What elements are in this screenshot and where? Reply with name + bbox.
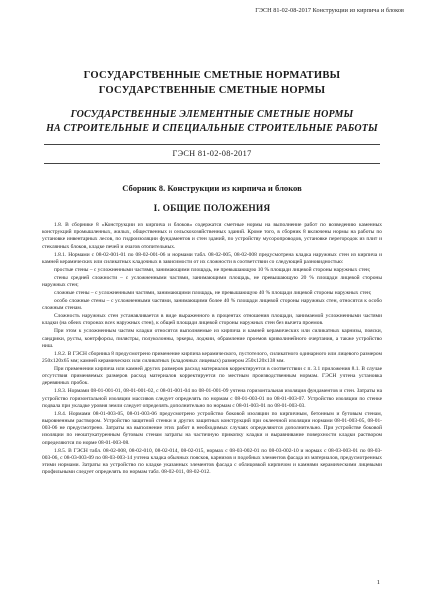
rule-top bbox=[44, 144, 380, 145]
page-number: 1 bbox=[376, 579, 380, 586]
paragraph: При этом к усложненным частям кладки относятся выполняемые из кирпича и камней керамических или силикатных карнизы, пояски, сандрики, русты, контрфорсы, пилястры, полуколонны, эркеры, лоджии, обрамление проемов криволинейного очертания, а также устройство ниш. bbox=[42, 328, 382, 349]
collection-title: Сборник 8. Конструкции из кирпича и блоков bbox=[122, 183, 302, 193]
title-line-2: ГОСУДАРСТВЕННЫЕ СМЕТНЫЕ НОРМЫ bbox=[98, 85, 326, 96]
paragraph: простые стены – с усложненными частями, занимающими площадь, не превышающую 10 % площади лицевой стороны наружных стен; bbox=[54, 266, 371, 273]
paragraph: сложные стены – с усложненными частями, занимающими площадь, не превышающую 40 % площади лицевой стороны наружных стен; bbox=[54, 290, 372, 297]
paragraph: 1.8.5. В ГЭСН табл. 08-02-008, 08-02-010, 08-02-014, 08-02-015, нормах с 08-03-002-01 по 08-03-002-10 и нормах с 08-03-003-01 по 08-03-003-06, с 08-03-003-09 по 08-03-003-14 учтена кладка обычных поясков, карнизов и подобных элементов фасада из материалов, предусмотренных этими нормами. Затраты на устройство по кладке указанных элементов фасада с облицовкой кирпичом и камнями керамическими лицевыми профильными следует определять по нормам табл. 08-02-011, 08-02-012. bbox=[42, 447, 382, 476]
body-text bbox=[42, 222, 382, 477]
paragraph: 1.8.3. Нормами 08-01-001-01, 08-01-001-02, с 08-01-001-04 по 08-01-001-09 учтена горизонтальная изоляция фундаментов и стен. Затраты на устройство горизонтальной изоляции массивов следует определять по нормам с 08-01-003-01 по 08-01-003-07. Устройство изоляции по стенке подвала при укладке уровня земли следует определять дополнительно по нормам с 08-01-003-01 по 08-01-003-03. bbox=[42, 388, 382, 409]
paragraph: особо сложные стены – с усложненными частями, занимающими более 40 % площади лицевой стороны наружных стен, относятся к особо сложным стенам. bbox=[42, 298, 382, 312]
paragraph: 1.8.4. Нормами 08-01-003-05, 08-01-003-06 предусмотрено устройство боковой изоляции по кирпичным, бетонным и бутовым стенам, выровненным раствором. Устройство защитной стенки и других защитных конструкций при оклеечной изоляции нормами 08-01-003-05, 08-01-003-06 не предусмотрено. Затраты на выполнение этих работ в необходимых случаях определяются дополнительно. При устройстве боковой изоляции по неоштукатуренным бутовым стенам затраты на частичную прикопку кладки и выравнивание поверхности кладки раствором определяются по норме 08-01-003-08. bbox=[42, 410, 382, 446]
rule-bottom bbox=[44, 163, 380, 164]
paragraph: 1.8.1. Нормами с 08-02-001-01 по 08-02-001-06 и нормами табл. 08-02-005, 08-02-008 предусмотрена кладка наружных стен из кирпича и камней керамических или силикатных кладочных в зависимости от их сложности в соответствии со следующей разновидностью: bbox=[42, 251, 382, 265]
subtitle-line-2: НА СТРОИТЕЛЬНЫЕ И СПЕЦИАЛЬНЫЕ СТРОИТЕЛЬНЫЕ РАБОТЫ bbox=[46, 123, 378, 134]
section-heading: I. ОБЩИЕ ПОЛОЖЕНИЯ bbox=[153, 204, 271, 214]
paragraph: Сложность наружных стен устанавливается в виде выраженного в процентах отношения площади, занимаемой усложненными частями кладки (на обеих сторонах всех наружных стен), к общей площади лицевой стороны наружных стен без вычета проемов. bbox=[42, 313, 382, 327]
document-title bbox=[0, 68, 424, 98]
standard-code: ГЭСН 81-02-08-2017 bbox=[172, 149, 252, 158]
paragraph: 1.8. В сборнике 8 «Конструкции из кирпича и блоков» содержатся сметные нормы на выполнение работ по возведению каменных конструкций промышленных, жилых, общественных и сельскохозяйственных зданий. Кроме того, в сборник 8 включены нормы на работы по установке инвентарных лесов, по гидроизоляции фундаментов и стен зданий, по устройству мусоропроводов, установке перегородок из плит и стеклянных блоков, кладке печей и очагов отопительных. bbox=[42, 222, 382, 250]
paragraph: При применении кирпича или камней других размеров расход материалов корректируется в соответствии с п. 3.1 приложения 8.1. В случае отсутствия применяемых размеров расход материалов корректируется по местным производственным нормам. ГЭСН учтена установка деревянных пробок. bbox=[42, 366, 382, 387]
subtitle-line-1: ГОСУДАРСТВЕННЫЕ ЭЛЕМЕНТНЫЕ СМЕТНЫЕ НОРМЫ bbox=[70, 109, 354, 120]
paragraph: стены средней сложности – с усложненными частями, занимающими площадь, не превышающую 20 % площади лицевой стороны наружных стен; bbox=[42, 274, 382, 289]
title-line-1: ГОСУДАРСТВЕННЫЕ СМЕТНЫЕ НОРМАТИВЫ bbox=[83, 70, 341, 81]
paragraph: 1.8.2. В ГЭСН сборника 8 предусмотрено применение кирпича керамического, пустотелого, силикатного одинарного или лицевого размером 250х120х65 мм; камней керамических или силикатных (кладочных лицевых) размером 250х120х138 мм. bbox=[42, 350, 382, 365]
document-subtitle bbox=[0, 108, 424, 136]
running-header: ГЭСН 81-02-08-2017 Конструкции из кирпича и блоков bbox=[255, 7, 404, 14]
